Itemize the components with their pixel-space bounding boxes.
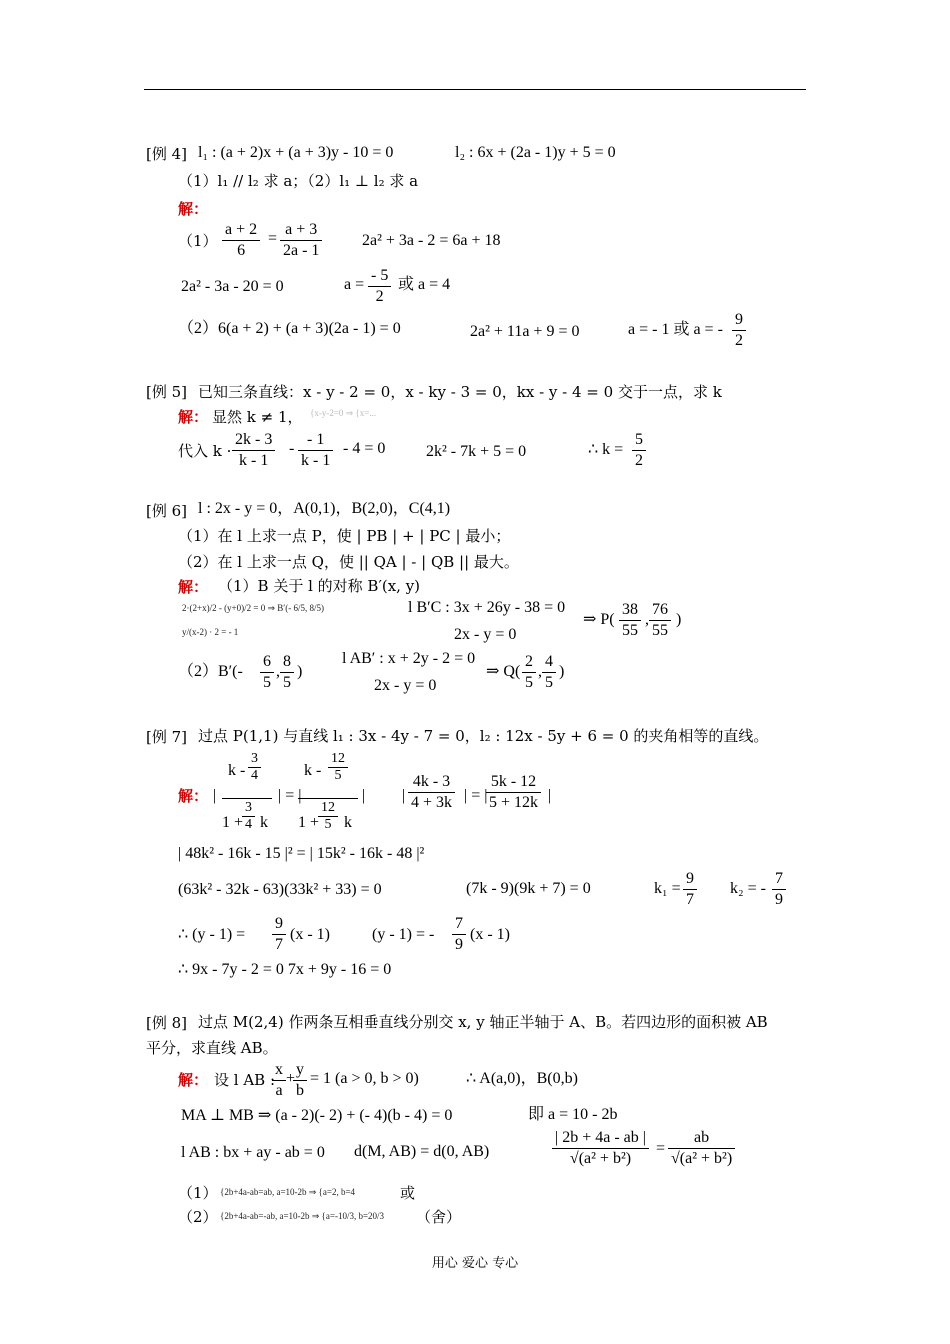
ex7-k2-frac: $\frac{7}{9}$ [772, 869, 786, 910]
ex7-c1-frac: $\frac{3}{4}$ [248, 751, 261, 784]
ex6-l-bc2: 2x - y = 0 [454, 626, 517, 643]
ex7-d1-frac: $\frac{3}{4}$ [242, 800, 255, 833]
ex5-text: 已知三条直线：x - y - 2 = 0，x - ky - 3 = 0，kx - y - 4 = 0 交于一点，求 k [198, 383, 722, 401]
ex7-d2-frac: $\frac{12}{5}$ [318, 800, 338, 833]
ex5-r2-frac: $\frac{5}{2}$ [632, 430, 646, 471]
ex8-s1-post: = 1 (a > 0, b > 0) [310, 1070, 419, 1087]
ex6-p-frac2: $\frac{76}{55}$ [649, 600, 671, 641]
ex6-l-ab2: 2x - y = 0 [374, 677, 437, 694]
ex8-s1-pre: 设 l AB : [214, 1071, 276, 1089]
ex4-eq: = [268, 230, 278, 247]
ex8-c2-small: {2b+4a-ab=-ab, a=10-2b ⇒ {a=-10/3, b=20/3 [220, 1211, 385, 1221]
ex8-text1: 过点 M(2,4) 作两条互相垂直线分别交 x, y 轴正半轴于 A、B。若四边形的面积被 AB [198, 1013, 768, 1031]
ex4-frac1: $\frac{a + 2}{6}$ [222, 220, 260, 261]
ex6-l-bc: l B′C : 3x + 26y - 38 = 0 [408, 599, 566, 616]
ex6-b-frac2: $\frac{8}{5}$ [280, 652, 294, 693]
ex6-q1: （1）在 l 上求一点 P，使 | PB | + | PC | 最小； [178, 527, 511, 545]
ex8-dist-frac2: $\frac{ab}{\text{√(a² + b²)}}$ [668, 1128, 735, 1169]
ex5-sub-post: - 4 = 0 [343, 440, 386, 457]
ex7-d2-pre: 1 + [298, 814, 320, 831]
ex8-dist-frac1: $\frac{| 2b + 4a - ab |}{\text{√(a² + b²)}}$ [552, 1128, 649, 1169]
ex6-p-frac1: $\frac{38}{55}$ [619, 600, 641, 641]
ex6-sys-a: 2·(2+x)/2 - (y+0)/2 = 0 ⇒ B′(- 6/5, 8/5) [182, 603, 324, 613]
ex5-frac-a: $\frac{2k - 3}{k - 1}$ [232, 430, 275, 471]
ex5-frac-b: $\frac{- 1}{k - 1}$ [298, 430, 333, 471]
ex8-head: [例 8] [146, 1014, 188, 1032]
ex8-s3-mid: d(M, AB) = d(0, AB) [354, 1143, 490, 1160]
ex7-solution-label: 解： [178, 787, 209, 805]
ex8-y-frac: $\frac{y}{b}$ [293, 1060, 307, 1101]
ex7-g-eqbar: | = | [464, 787, 488, 804]
ex7-k1-pre: k₁ = [654, 880, 681, 897]
ex6-b-frac1: $\frac{6}{5}$ [260, 652, 274, 693]
ex5-system-small: {x-y-2=0 ⇒ {x=... [310, 408, 377, 418]
header-rule [144, 89, 806, 90]
ex4-result1: 2a² + 3a - 2 = 6a + 18 [362, 232, 501, 249]
ex7-result2: (63k² - 32k - 63)(33k² + 33) = 0 [178, 881, 382, 898]
ex6-sys-b: y/(x-2) · 2 = - 1 [182, 627, 239, 637]
ex4-question: （1）l₁ // l₂ 求 a；（2）l₁ ⊥ l₂ 求 a [178, 172, 419, 190]
ex5-result1: 2k² - 7k + 5 = 0 [426, 443, 527, 460]
ex7-t1b: (x - 1) [290, 926, 330, 943]
ex7-d2-post: k [344, 814, 352, 831]
ex5-s1: 显然 k ≠ 1， [212, 408, 303, 426]
ex4-r5-frac: $\frac{9}{2}$ [732, 310, 746, 351]
ex8-dist-eq: = [656, 1140, 666, 1157]
ex5-solution-label: 解： [178, 408, 209, 426]
ex7-t2a: (y - 1) = - [372, 926, 435, 943]
ex7-bar-left: | [213, 787, 217, 804]
ex8-c1-or: 或 [400, 1184, 416, 1202]
ex7-result3: (7k - 9)(9k + 7) = 0 [466, 880, 591, 897]
ex8-s2-right: 即 a = 10 - 2b [528, 1106, 618, 1123]
ex6-p-pre: ⇒ P( [583, 611, 615, 628]
ex7-k-minus-1: k - [228, 762, 246, 779]
ex8-s1-right: ∴ A(a,0)，B(0,b) [466, 1070, 578, 1087]
ex8-s3: l AB : bx + ay - ab = 0 [181, 1144, 325, 1161]
ex7-d1-post: k [260, 814, 268, 831]
ex7-t3: ∴ 9x - 7y - 2 = 0 7x + 9y - 16 = 0 [178, 961, 392, 978]
ex6-p-close: ) [676, 611, 682, 628]
ex7-g-bar-left: | [402, 787, 406, 804]
ex6-b-comma: , [276, 663, 280, 680]
ex6-p-comma: , [645, 611, 649, 628]
ex5-head: [例 5] [146, 383, 188, 401]
ex7-k2-pre: k₂ = - [730, 880, 766, 897]
ex4-result4: 2a² + 11a + 9 = 0 [470, 323, 580, 340]
ex7-eqbar-1: | = | [278, 787, 302, 804]
ex7-t2-frac: $\frac{7}{9}$ [452, 914, 466, 955]
ex6-solution-label: 解： [178, 578, 209, 596]
ex4-frac2: $\frac{a + 3}{2a - 1}$ [280, 220, 322, 261]
ex7-d1-pre: 1 + [222, 814, 244, 831]
ex6-q-frac1: $\frac{2}{5}$ [522, 652, 536, 693]
ex6-l-ab: l AB′ : x + 2y - 2 = 0 [342, 650, 476, 667]
ex4-solution-label: 解： [178, 200, 209, 218]
ex8-c2-tag: （2） [178, 1208, 218, 1226]
ex6-q2: （2）在 l 上求一点 Q，使 || QA | - | QB || 最大。 [178, 553, 519, 571]
ex5-r2-pre: ∴ k = [588, 441, 624, 458]
ex4-l2: l₂ : 6x + (2a - 1)y + 5 = 0 [455, 144, 616, 161]
ex8-text2: 平分，求直线 AB。 [146, 1039, 278, 1057]
ex4-part2: （2）6(a + 2) + (a + 3)(2a - 1) = 0 [178, 320, 401, 337]
ex6-b-close: ) [297, 663, 303, 680]
ex6-text: l : 2x - y = 0，A(0,1)，B(2,0)，C(4,1) [198, 500, 451, 517]
ex8-plus: + [286, 1070, 296, 1087]
ex7-main-bar-2 [298, 798, 358, 799]
ex6-s1: （1）B 关于 l 的对称 B′(x, y) [218, 577, 421, 595]
ex4-result2: 2a² - 3a - 20 = 0 [181, 278, 284, 295]
ex4-l1: l₁ : (a + 2)x + (a + 3)y - 10 = 0 [198, 144, 394, 161]
ex8-s2: MA ⊥ MB ⇒ (a - 2)(- 2) + (- 4)(b - 4) = 0 [181, 1107, 453, 1124]
ex7-head: [例 7] [146, 728, 188, 746]
ex7-k1-frac: $\frac{9}{7}$ [683, 869, 697, 910]
ex7-g2-frac: $\frac{5k - 12}{5 + 12k}$ [486, 772, 541, 813]
ex8-x-frac: $\frac{x}{a}$ [272, 1060, 286, 1101]
ex8-solution-label: 解： [178, 1071, 209, 1089]
ex7-t1a: ∴ (y - 1) = [178, 926, 246, 943]
ex5-sub-pre: 代入 k · [178, 442, 232, 460]
ex7-t1-frac: $\frac{9}{7}$ [272, 914, 286, 955]
ex6-q-comma: , [538, 663, 542, 680]
ex4-r3-frac: $\frac{- 5}{2}$ [368, 266, 391, 307]
ex6-q-pre: ⇒ Q( [486, 663, 521, 680]
ex8-c1-tag: （1） [178, 1184, 218, 1202]
ex8-c1-small: {2b+4a-ab=ab, a=10-2b ⇒ {a=2, b=4 [220, 1187, 356, 1197]
ex7-text: 过点 P(1,1) 与直线 l₁ : 3x - 4y - 7 = 0，l₂ : 12x - 5y + 6 = 0 的夹角相等的直线。 [198, 727, 769, 745]
ex6-s2-pre: （2）B′(- [178, 663, 243, 680]
ex7-t2b: (x - 1) [470, 926, 510, 943]
ex7-main-bar-1 [222, 798, 272, 799]
ex6-q-frac2: $\frac{4}{5}$ [542, 652, 556, 693]
ex4-r5-pre: a = - 1 或 a = - [628, 321, 723, 338]
ex4-part1-tag: （1） [178, 232, 218, 250]
ex6-head: [例 6] [146, 502, 188, 520]
ex7-g-bar-right: | [548, 787, 552, 804]
ex4-head: [例 4] [146, 145, 188, 163]
ex8-c2-post: （舍） [416, 1208, 462, 1226]
ex7-bar-right: | [362, 787, 366, 804]
ex7-result1: | 48k² - 16k - 15 |² = | 15k² - 16k - 48 |² [178, 845, 425, 862]
ex7-k-minus-2: k - [304, 762, 322, 779]
ex5-minus: - [289, 440, 295, 457]
ex4-r3-pre: a = [344, 276, 365, 293]
ex4-r3-post: 或 a = 4 [398, 276, 451, 293]
ex7-g1-frac: $\frac{4k - 3}{4 + 3k}$ [408, 772, 455, 813]
page-footer: 用心 爱心 专心 [431, 1256, 519, 1271]
ex6-q-close: ) [559, 663, 565, 680]
ex7-c2-frac: $\frac{12}{5}$ [328, 751, 348, 784]
